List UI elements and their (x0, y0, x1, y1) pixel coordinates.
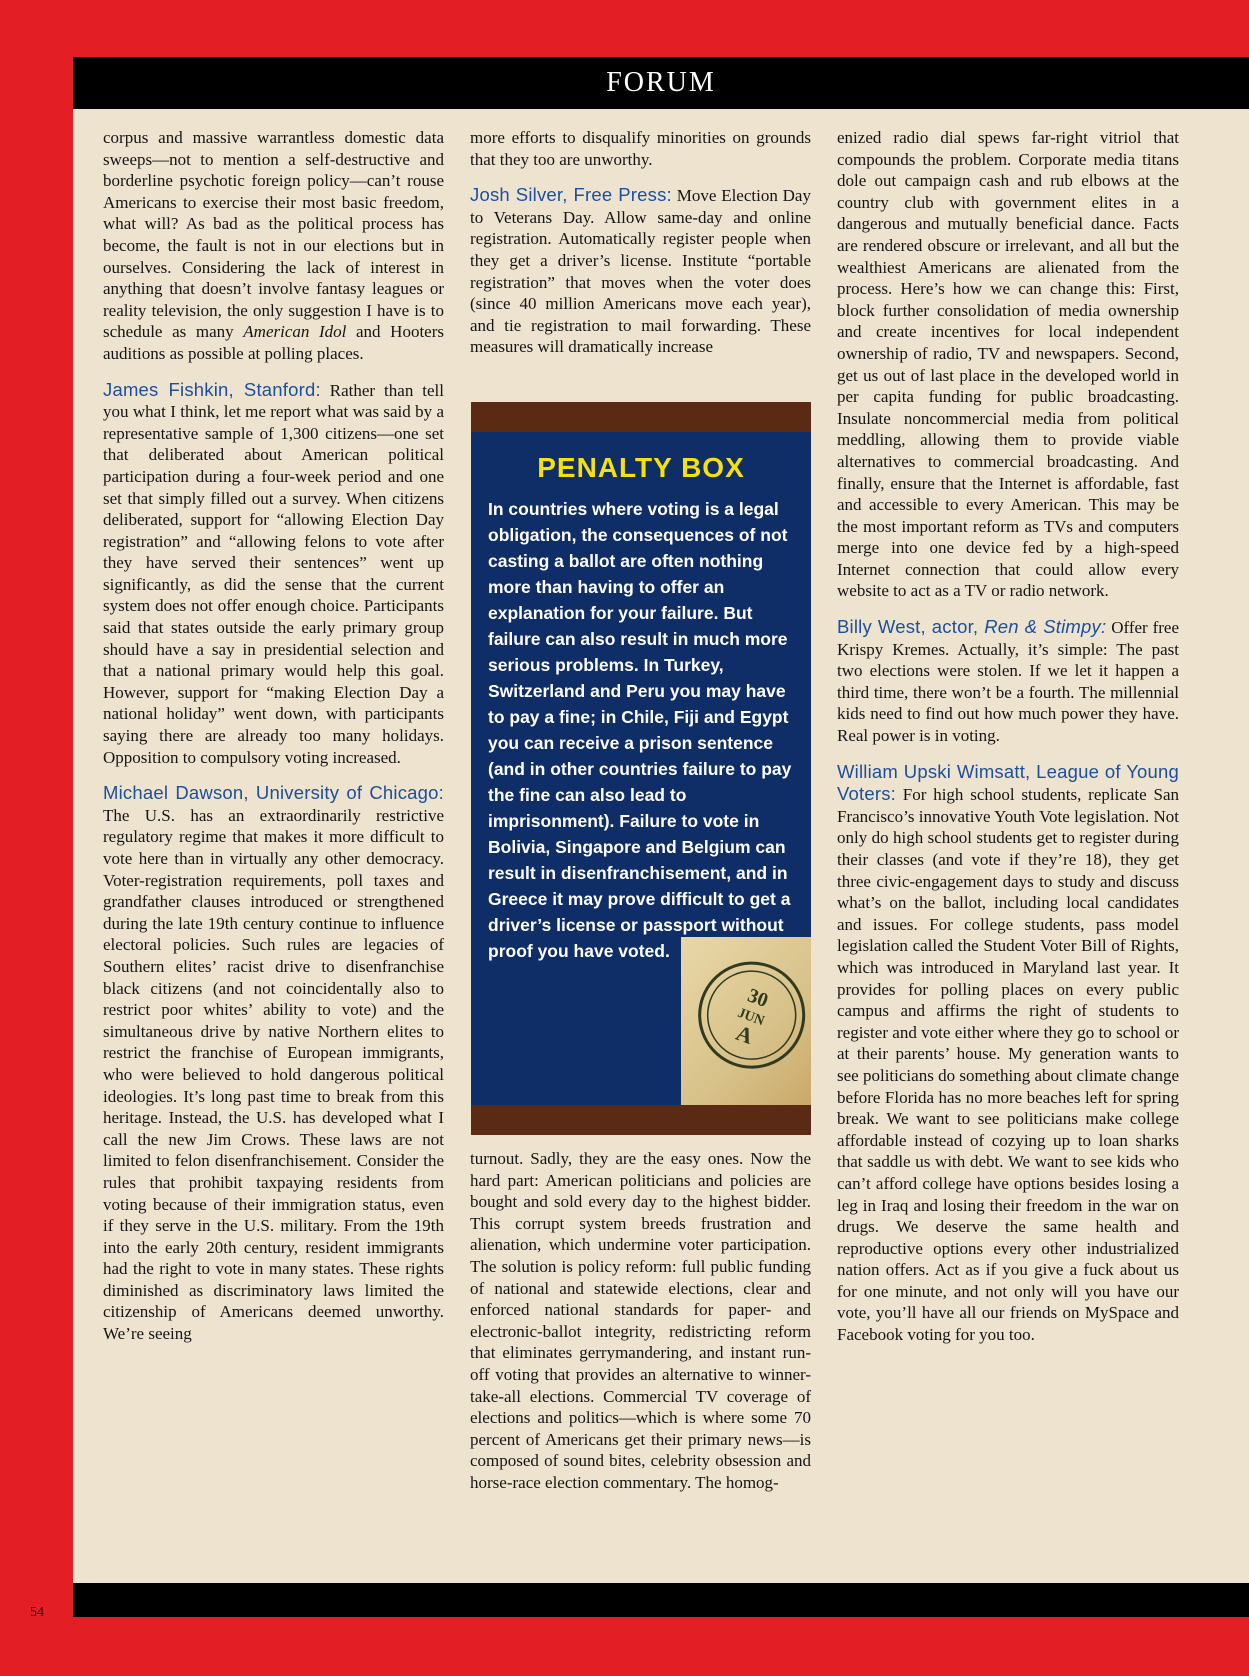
svg-text:JUN: JUN (735, 1005, 767, 1030)
speaker-name: Josh Silver, Free Press: (470, 184, 672, 206)
svg-text:30: 30 (744, 984, 771, 1012)
section-title: FORUM (606, 67, 716, 98)
dawson-paragraph: Michael Dawson, University of Chicago: The U.S. has an extraordinarily restrictive regulatory regime that makes it more difficult to vote here than in virtually any other democracy. Voter-registration requirements, poll taxes and grandfather clauses introduced or strengthened during the late 19th century continue to influence electoral policies. Such rules are legacies of Southern elites’ racist drive to disenfranchise black citizens (and not coincidentally also to restrict poor whites’ ability to vote) and the simultaneous drive by native Northern elites to restrict the franchise of European immigrants, who were believed to hold dangerous political ideologies. It’s long past time to break from this heritage. Instead, the U.S. has developed what I call the new Jim Crows. These laws are not limited to felon disenfranchisement. Consider the rules that prohibit taxpaying residents from voting because of their immigration status, even if they serve in the U.S. military. From the 19th into the early 20th century, resident immigrants had the right to vote in many states. These rights diminished as discriminatory laws limited the citizenship of Americans deemed unworthy. We’re seeing (103, 782, 444, 1344)
column-3 (837, 127, 1179, 1567)
speaker-name: William Upski Wimsatt, League of Young Voters: (837, 760, 1179, 805)
section-header (73, 57, 1249, 109)
fishkin-paragraph: James Fishkin, Stanford: Rather than tell you what I think, let me report what was said by a representative sample of 1,300 citizens—one set that deliberated about American political participation during a four-week period and one set that simply filled out a survey. When citizens deliberated, support for “allowing Election Day registration” and “allowing felons to vote after they have served their sentences” went up significantly, as did the sense that the current system does not offer enough choice. Participants said that states outside the early primary group should have a say in presidential selection and that a national primary would help this goal. However, support for “making Election Day a national holiday” went down, with participants saying there are already too many holidays. Opposition to compulsory voting increased. (103, 378, 444, 767)
penalty-box-sidebar (471, 402, 811, 1135)
page-number: 54 (30, 1605, 44, 1620)
article-paragraph: corpus and massive warrantless domestic data sweeps—not to mention a self-destructive and borderline psychotic foreign policy—can’t rouse Americans to exercise their most basic freedom, what will? As bad as the political process has become, the fault is not in our elections but in ourselves. Considering the lack of interest in anything that doesn’t involve fantasy leagues or reality television, the only suggestion I have is to schedule as many American Idol and Hooters auditions as possible at polling places. (103, 128, 444, 363)
silver-paragraph: Josh Silver, Free Press: Move Election Day to Veterans Day. Allow same-day and online registration. Automatically register people when they get a driver’s license. Institute “portable registration” that moves when the voter does (since 40 million Americans move each year), and tie registration to mail forwarding. These measures will dramatically increase (470, 184, 811, 357)
column-2-bottom (470, 1148, 811, 1494)
speaker-name: Michael Dawson, University of Chicago: (103, 782, 444, 804)
wimsatt-paragraph: William Upski Wimsatt, League of Young Voters: For high school students, replicate San Francisco’s innovative Youth Vote legislation. Not only do high school students get to register during their classes (and vote if they’re 18), they get three civic-engagement days to study and discuss what’s on the ballot, including local candidates and issues. For college students, pass model legislation called the Student Voter Bill of Rights, which was introduced in Maryland last year. It provides for polling places on every public campus and affirms the right of students to register and vote either where they go to school or at their parents’ house. My generation wants to see politicians do something about climate change before Florida has no more beaches left for spring break. We want to see politicians make college affordable instead of cozying up to loan sharks that saddle us with debt. We want to see kids who can’t afford college have options besides losing a leg in Iraq and losing their freedom in the war on drugs. We deserve the same health and reproductive options every other industrialized nation offers. Act as if you give a fuck about us for one minute, and not only will you have our vote, you’ll have all our friends on MySpace and Facebook voting for you too. (837, 760, 1179, 1345)
column-1 (103, 127, 444, 1567)
article-paragraph: more efforts to disqualify minorities on grounds that they too are unworthy. (470, 128, 811, 169)
speaker-name: Billy West, actor, Ren & Stimpy: (837, 616, 1107, 638)
stamp-icon (681, 937, 811, 1105)
svg-text:A: A (732, 1019, 757, 1049)
footer-band (73, 1583, 1249, 1617)
article-paragraph: turnout. Sadly, they are the easy ones. Now the hard part: American politicians and policies are bought and sold every day to the highest bidder. This corrupt system breeds frustration and alienation, which undermine voter participation. The solution is policy reform: full public funding of national and statewide elections, clear and enforced national standards for paper- and electronic-ballot integrity, redistricting reform that eliminates gerrymandering, and instant run-off voting that provides an alternative to winner-take-all elections. Commercial TV coverage of elections and politics—which is where some 70 percent of Americans get their primary news—is composed of sound bites, celebrity obsession and horse-race election commentary. The homog- (470, 1149, 811, 1492)
speaker-name: James Fishkin, Stanford: (103, 378, 321, 400)
penalty-box-text: In countries where voting is a legal obligation, the consequences of not casting a ballot are often nothing more than having to offer an explanation for your failure. But failure can also result in much more serious problems. In Turkey, Switzerland and Peru you may have to pay a fine; in Chile, Fiji and Egypt you can receive a prison sentence (and in other countries failure to pay the fine can also lead to imprisonment). Failure to vote in Bolivia, Singapore and Belgium can result in disenfranchisement, and in Greece it may prove difficult to get a driver’s license or passport without proof you have voted. (488, 499, 792, 961)
column-2-top (470, 127, 811, 358)
show-title: American Idol (243, 322, 347, 342)
show-title: Ren & Stimpy: (984, 616, 1107, 638)
west-paragraph: Billy West, actor, Ren & Stimpy: Offer free Krispy Kremes. Actually, it’s simple: The past two elections were stolen. If we let it happen a third time, there won’t be a fourth. The millennial kids need to find out how much power they have. Real power is in voting. (837, 616, 1179, 746)
penalty-box-title: PENALTY BOX (537, 452, 745, 483)
passport-stamp-image (681, 937, 811, 1105)
article-paragraph: enized radio dial spews far-right vitriol that compounds the problem. Corporate media titans dole out campaign cash and rub elbows at the country club with government elites in a dangerous and mutually beneficial dance. Facts are rendered obscure or irrelevant, and all but the wealthiest Americans are alienated from the process. Here’s how we can change this: First, block further consolidation of media ownership and create incentives for local independent ownership of radio, TV and newspapers. Second, get us out of last place in the developed world in per capita funding for public broadcasting. Insulate noncommercial media from political meddling, allowing them to provide viable alternatives to commercial broadcasting. And finally, ensure that the Internet is affordable, fast and accessible to every American. This may be the most important reform as TVs and computers merge into one device fed by a high-speed Internet connection that could allow every website to act as a TV or radio network. (837, 128, 1179, 601)
